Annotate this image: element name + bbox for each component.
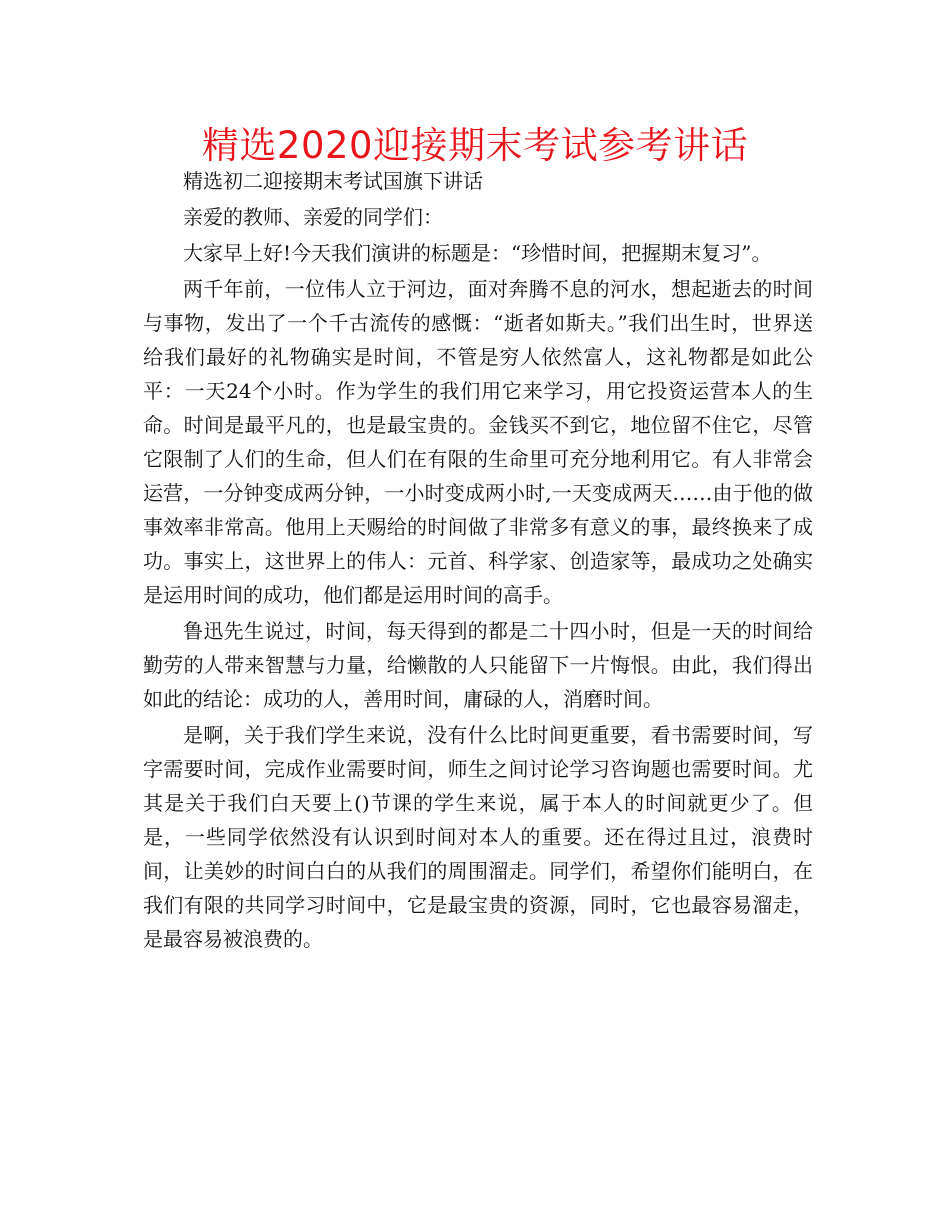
paragraph-greeting: 大家早上好!今天我们演讲的标题是：“珍惜时间，把握期末复习”。: [183, 241, 772, 265]
paragraph-subtitle: 精选初二迎接期末考试国旗下讲话: [183, 169, 483, 193]
paragraph-salutation: 亲爱的教师、亲爱的同学们：: [183, 205, 443, 229]
paragraph-body: 鲁迅先生说过，时间，每天得到的都是二十四小时，但是一天的时间给勤劳的人带来智慧与力量，给懒散的人只能留下一片悔恨。由此，我们得出如此的结论：成功的人，善用时间，庸碌的人，消磨时间。: [143, 619, 813, 711]
document-body: [143, 164, 813, 958]
paragraph-body: 两千年前，一位伟人立于河边，面对奔腾不息的河水，想起逝去的时间与事物，发出了一个千古流传的感慨：“逝者如斯夫。”我们出生时，世界送给我们最好的礼物确实是时间，不管是穷人依然富人，这礼物都是如此公平：一天24个小时。作为学生的我们用它来学习，用它投资运营本人的生命。时间是最平凡的，也是最宝贵的。金钱买不到它，地位留不住它，尽管它限制了人们的生命，但人们在有限的生命里可充分地利用它。有人非常会运营，一分钟变成两分钟，一小时变成两小时,一天变成两天……由于他的做事效率非常高。他用上天赐给的时间做了非常多有意义的事，最终换来了成功。事实上，这世界上的伟人：元首、科学家、创造家等，最成功之处确实是运用时间的成功，他们都是运用时间的高手。: [143, 277, 813, 607]
paragraph-body: 是啊，关于我们学生来说，没有什么比时间更重要，看书需要时间，写字需要时间，完成作业需要时间，师生之间讨论学习咨询题也需要时间。尤其是关于我们白天要上()节课的学生来说，属于本人的时间就更少了。但是，一些同学依然没有认识到时间对本人的重要。还在得过且过，浪费时间，让美妙的时间白白的从我们的周围溜走。同学们，希望你们能明白，在我们有限的共同学习时间中，它是最宝贵的资源，同时，它也最容易溜走，是最容易被浪费的。: [143, 723, 813, 951]
document-title: 精选2020迎接期末考试参考讲话: [201, 124, 749, 167]
